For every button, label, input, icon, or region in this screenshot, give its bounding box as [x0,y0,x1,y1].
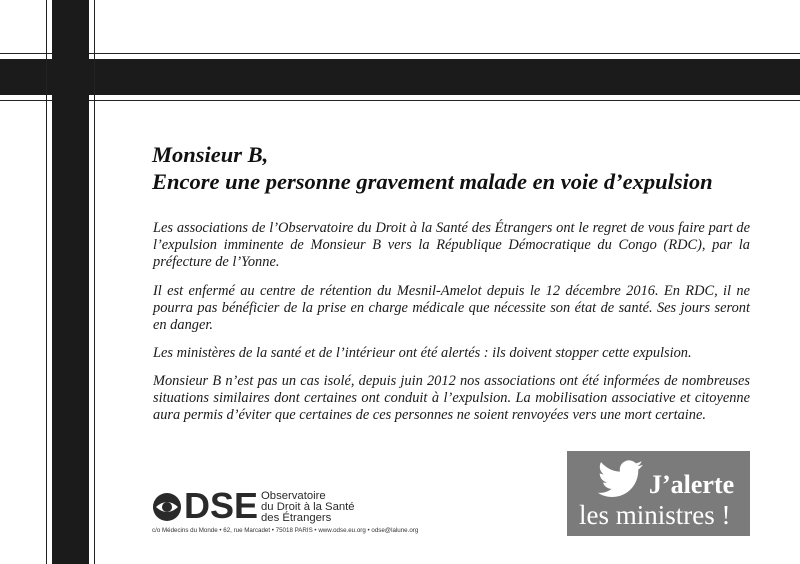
logo-subtitle-line-3: des Étrangers [261,512,332,524]
alert-button-label-2: les ministres ! [579,500,731,530]
paragraph-3: Les ministères de la santé et de l’intérieur ont été alertés : ils doivent stopper cette expulsion. [153,345,692,361]
right-thin-line [94,0,95,564]
paragraph-1: Les associations de l’Observatoire du Droit à la Santé des Étrangers ont le regret de vous faire part de l’expulsion imminente de Monsieur B vers la République Démocratique du Congo (RDC), par la préfecture de l’Yonne. [153,220,750,270]
eye-icon [152,492,182,522]
logo-subtitle-line-1: Observatoire [261,490,326,502]
page-title [152,141,772,195]
alert-ministers-button[interactable] [567,451,750,536]
logo-letters: DSE [184,485,259,526]
twitter-bird-icon [598,460,644,498]
paragraph-4: Monsieur B n’est pas un cas isolé, depuis juin 2012 nos associations ont été informées de nombreuses situations similaires dont certaines ont conduit à l’expulsion. La mobilisation associative et citoyenne aura permis d’éviter que certaines de ces personnes ne soient renvoyées vers une mort certaine. [153,373,750,423]
left-thin-line [46,0,47,564]
logo-subtitle-line-2: du Droit à la Santé [261,501,355,513]
bottom-thin-line [0,100,800,101]
address-line: c/o Médecins du Monde • 62, rue Marcadet • 75018 PARIS • www.odse.eu.org • odse@lalune.org [152,527,419,534]
alert-button-label-1: J’alerte [649,470,735,499]
top-thin-line [0,53,800,54]
body-text [153,220,750,435]
title-line-1: Monsieur B, [152,142,269,167]
paragraph-2: Il est enfermé au centre de rétention du Mesnil-Amelot depuis le 12 décembre 2016. En RDC, il ne pourra pas bénéficier de la prise en charge médicale que nécessite son état de santé. Ses jours seront en danger. [153,283,750,333]
title-line-2: Encore une personne gravement malade en voie d’expulsion [152,169,713,194]
vertical-black-band [52,0,89,564]
horizontal-black-band [0,59,800,95]
logo-subtitle [261,491,355,524]
